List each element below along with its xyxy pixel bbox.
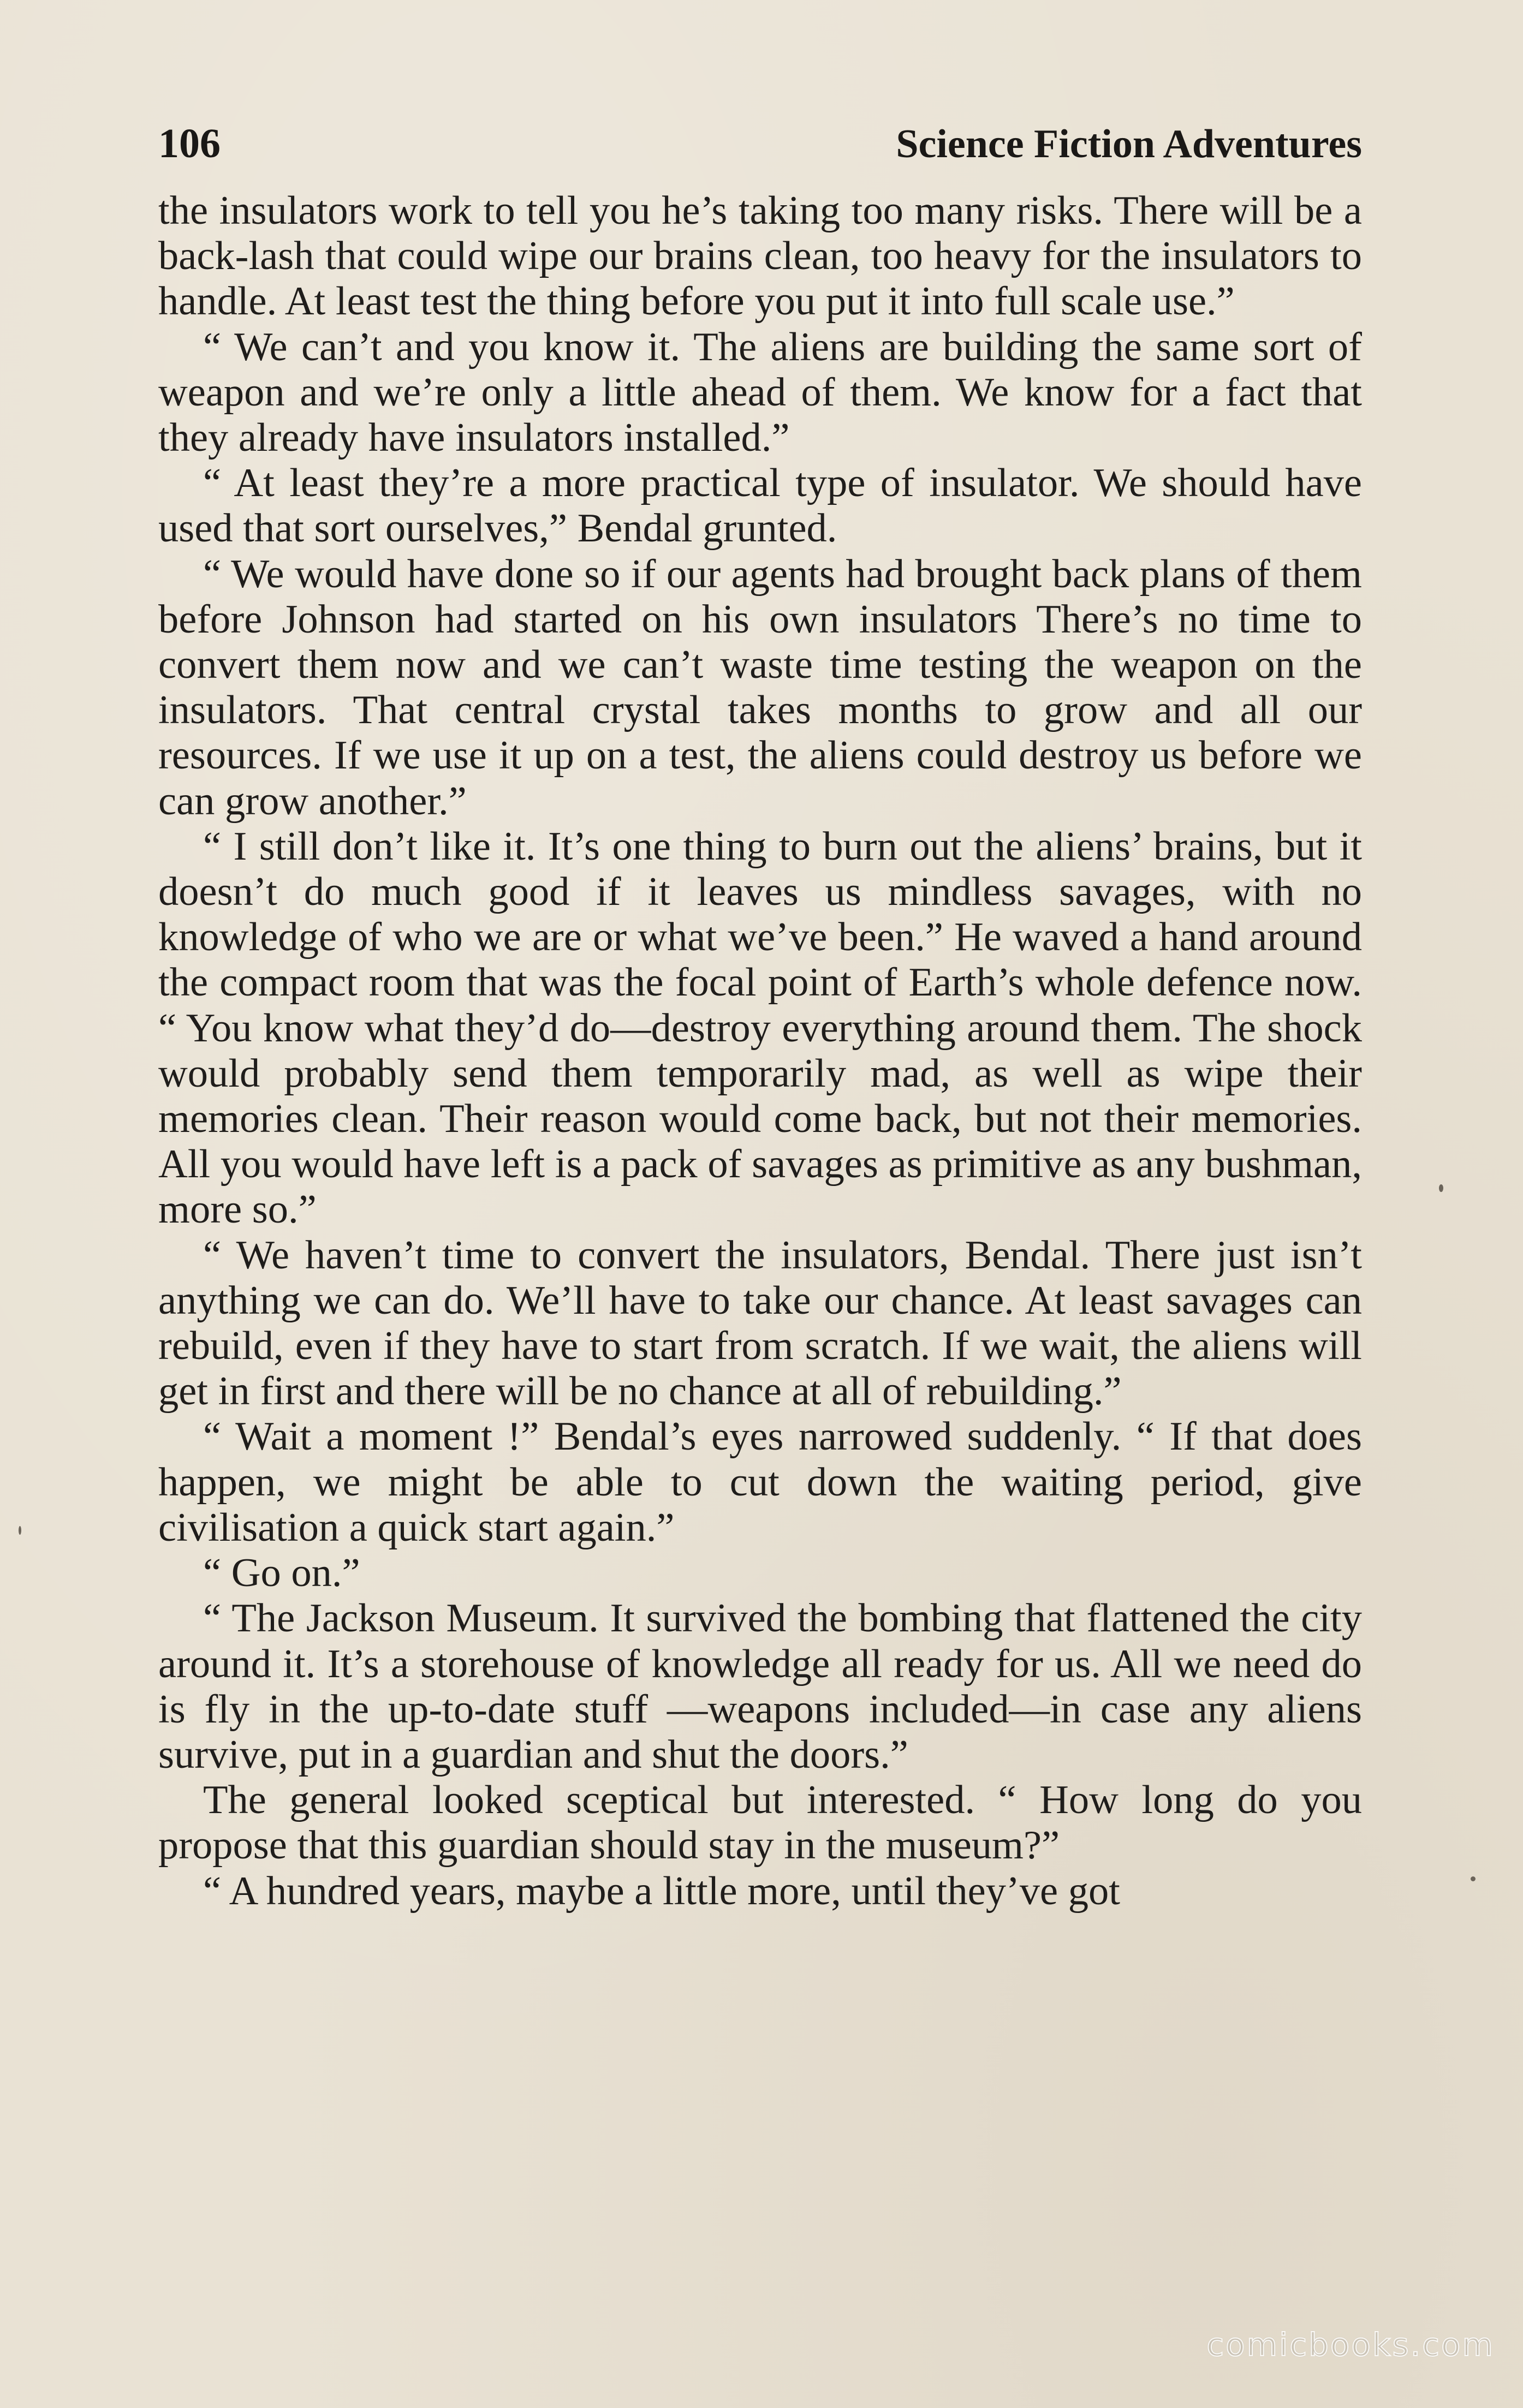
paragraph: “ We can’t and you know it. The aliens are building the same sort of weapon and we’re only a little ahead of them. We know for a fact that they already have insulators installed.” bbox=[158, 324, 1362, 461]
paragraph: “ The Jackson Museum. It survived the bombing that flattened the city around it. It’s a storehouse of knowledge all ready for us. All we need do is fly in the up-to-date stuff —weapons included—in case any aliens survive, put in a guardian and shut the doors.” bbox=[158, 1596, 1362, 1777]
paragraph: “ We would have done so if our agents had brought back plans of them before Johnson had started on his own insulators There’s no time to convert them now and we can’t waste time testing the weapon on the insulators. That central crystal takes months to grow and all our resources. If we use it up on a test, the aliens could destroy us before we can grow another.” bbox=[158, 551, 1362, 824]
paragraph: “ Wait a moment !” Bendal’s eyes narrowed suddenly. “ If that does happen, we might be able to cut down the waiting period, give civilisation a quick start again.” bbox=[158, 1414, 1362, 1550]
paragraph: “ Go on.” bbox=[203, 1551, 360, 1596]
body-text bbox=[158, 188, 1362, 1914]
paragraph: the insulators work to tell you he’s taking too many risks. There will be a back-lash that could wipe our brains clean, too heavy for the insulators to handle. At least test the thing before you put it into full scale use.” bbox=[158, 188, 1362, 324]
paragraph: The general looked sceptical but interested. “ How long do you propose that this guardian should stay in the museum?” bbox=[158, 1778, 1362, 1868]
paragraph: “ We haven’t time to convert the insulators, Bendal. There just isn’t anything we can do. We’ll have to take our chance. At least savages can rebuild, even if they have to start from scratch. If we wait, the aliens will get in first and there will be no chance at all of rebuilding.” bbox=[158, 1232, 1362, 1414]
paragraph: “ A hundred years, maybe a little more, until they’ve got bbox=[203, 1868, 1120, 1914]
running-title: Science Fiction Adventures bbox=[896, 122, 1362, 166]
paper-speck bbox=[1471, 1876, 1476, 1881]
paper-speck bbox=[1439, 1184, 1443, 1192]
paper-speck bbox=[19, 1526, 21, 1535]
page-number: 106 bbox=[158, 121, 221, 166]
paragraph: “ At least they’re a more practical type of insulator. We should have used that sort ourselves,” Bendal grunted. bbox=[158, 461, 1362, 551]
paragraph: “ I still don’t like it. It’s one thing to burn out the aliens’ brains, but it doesn’t do much good if it leaves us mindless savages, with no knowledge of who we are or what we’ve been.” He waved a hand around the compact room that was the focal point of Earth’s whole defence now. “ You know what they’d do—destroy everything around them. The shock would probably send them temporarily mad, as well as wipe their memories clean. Their reason would come back, but not their memories. All you would have left is a pack of savages as primitive as any bushman, more so.” bbox=[158, 824, 1362, 1232]
book-page bbox=[158, 123, 1362, 1914]
running-head bbox=[158, 123, 1362, 188]
watermark: comicbooks.com bbox=[1206, 2326, 1495, 2363]
